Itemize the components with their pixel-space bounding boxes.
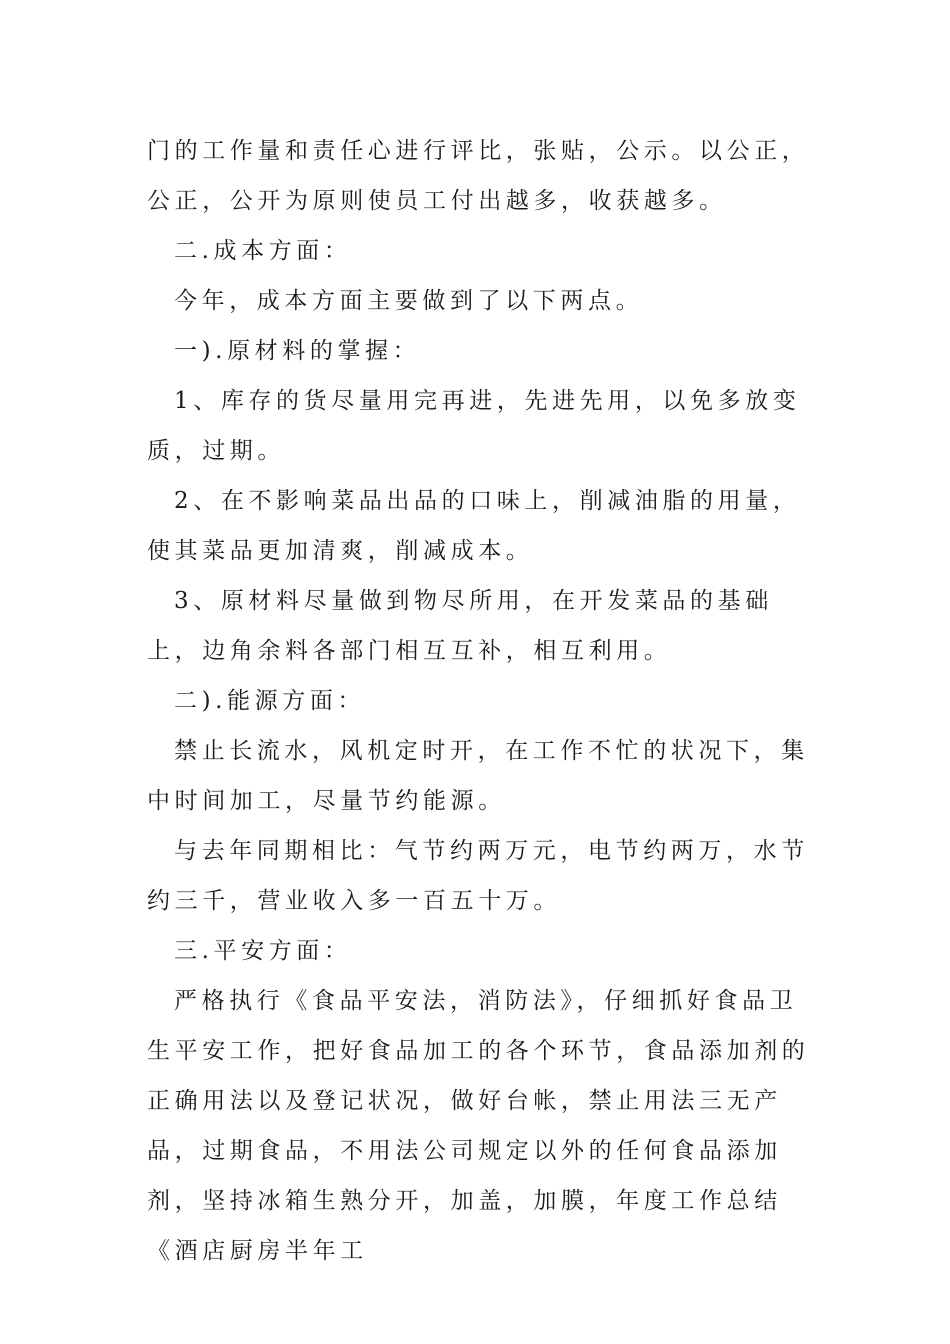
paragraph-comparison: 与去年同期相比：气节约两万元，电节约两万，水节约三千，营业收入多一百五十万。 — [147, 838, 809, 914]
document-body — [147, 126, 817, 1276]
subheading-raw-materials: 一).原材料的掌握： — [174, 338, 421, 364]
list-item-3: 3、原材料尽量做到物尽所用，在开发菜品的基础上，边角余料各部门相互互补，相互利用。 — [147, 588, 773, 664]
list-item-1: 1、库存的货尽量用完再进，先进先用，以免多放变质，过期。 — [147, 388, 801, 464]
paragraph-safety: 严格执行《食品平安法，消防法》，仔细抓好食品卫生平安工作，把好食品加工的各个环节，食品添加剂的正确用法以及登记状况，做好台帐，禁止用法三无产品，过期食品，不用法公司规定以外的任何食品添加剂，坚持冰箱生熟分开，加盖，加膜，年度工作总结《酒店厨房半年工 — [147, 988, 810, 1264]
paragraph-continuation: 门的工作量和责任心进行评比，张贴，公示。以公正，公正，公开为原则使员工付出越多，收获越多。 — [147, 138, 810, 214]
paragraph-energy: 禁止长流水，风机定时开，在工作不忙的状况下，集中时间加工，尽量节约能源。 — [147, 738, 809, 814]
subheading-energy: 二).能源方面： — [174, 688, 366, 714]
paragraph-cost-intro: 今年，成本方面主要做到了以下两点。 — [174, 288, 644, 314]
heading-cost: 二.成本方面： — [174, 238, 352, 264]
heading-safety: 三.平安方面： — [174, 938, 352, 964]
list-item-2: 2、在不影响菜品出品的口味上，削减油脂的用量，使其菜品更加清爽，削减成本。 — [147, 488, 801, 564]
